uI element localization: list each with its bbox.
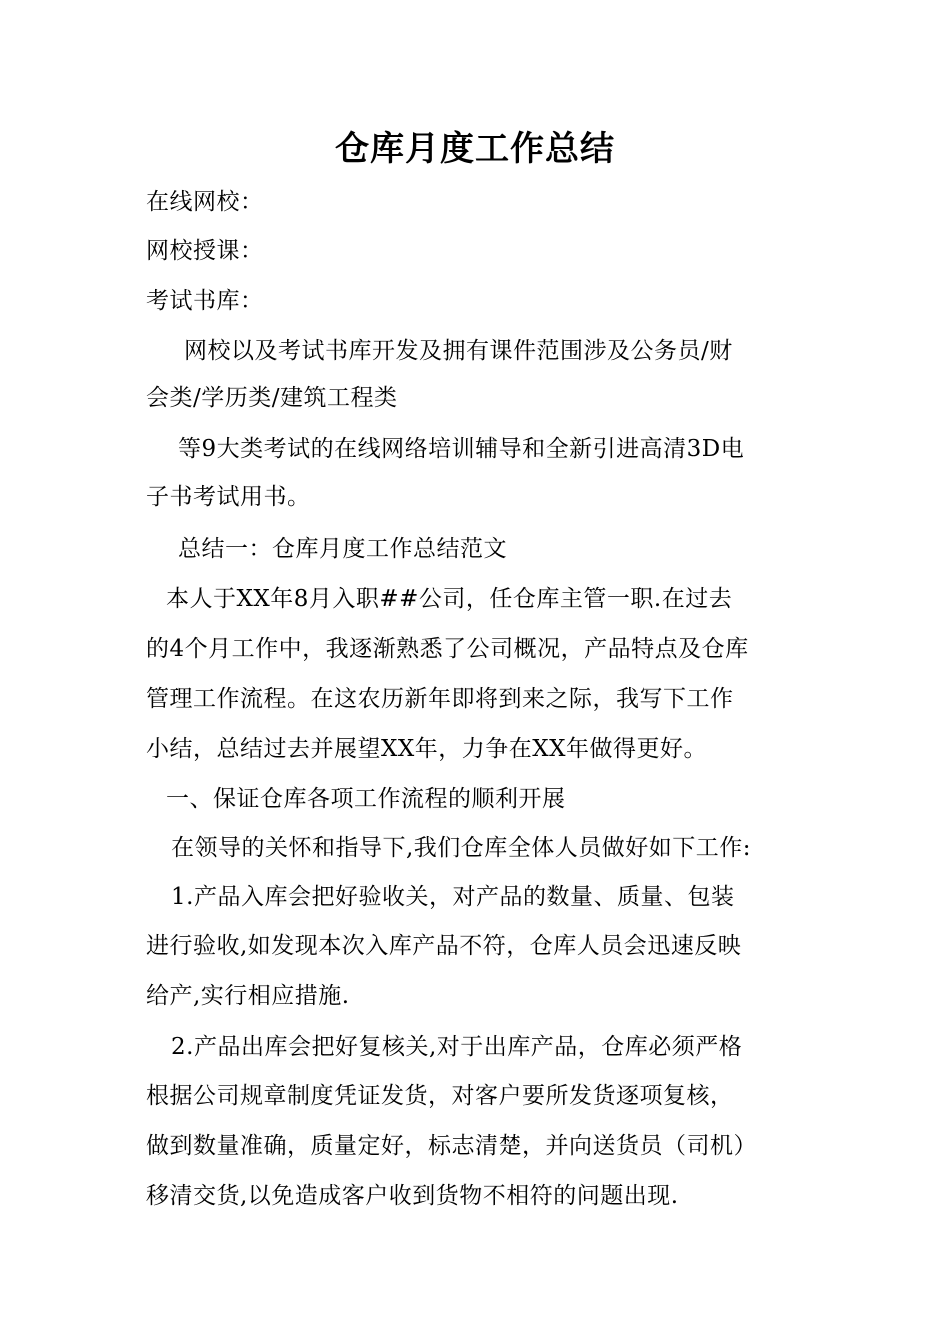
list-item-outbound: 2.产品出库会把好复核关,对于出库产品，仓库必须严格 xyxy=(171,1034,743,1060)
paragraph-line: 本人于XX年8月入职##公司，任仓库主管一职.在过去 xyxy=(166,586,733,612)
paragraph-line: 根据公司规章制度凭证发货，对客户要所发货逐项复核， xyxy=(146,1083,734,1109)
paragraph-line: 做到数量准确，质量定好，标志清楚，并向送货员（司机） xyxy=(146,1133,757,1159)
paragraph-line: 进行验收,如发现本次入库产品不符，仓库人员会迅速反映 xyxy=(146,933,742,959)
paragraph-line: 等9大类考试的在线网络培训辅导和全新引进高清3D电 xyxy=(178,436,745,462)
paragraph-line: 小结，总结过去并展望XX年，力争在XX年做得更好。 xyxy=(146,736,707,762)
paragraph-line: 给产,实行相应措施. xyxy=(146,983,350,1009)
section-heading-summary-one: 总结一：仓库月度工作总结范文 xyxy=(178,536,507,562)
field-label-online-school: 在线网校： xyxy=(146,189,264,215)
list-item-inbound: 1.产品入库会把好验收关，对产品的数量、质量、包装 xyxy=(171,884,735,910)
field-label-exam-library: 考试书库： xyxy=(146,288,264,314)
paragraph-line: 子书考试用书。 xyxy=(146,484,311,510)
paragraph-line: 管理工作流程。在这农历新年即将到来之际，我写下工作 xyxy=(146,686,734,712)
field-label-school-teaching: 网校授课： xyxy=(146,238,264,264)
paragraph-line: 在领导的关怀和指导下,我们仓库全体人员做好如下工作: xyxy=(171,835,752,861)
paragraph-line: 会类/学历类/建筑工程类 xyxy=(146,385,398,411)
paragraph-line: 的4个月工作中，我逐渐熟悉了公司概况，产品特点及仓库 xyxy=(146,636,749,662)
paragraph-line: 网校以及考试书库开发及拥有课件范围涉及公务员/财 xyxy=(184,338,733,364)
paragraph-line: 移清交货,以免造成客户收到货物不相符的问题出现. xyxy=(146,1183,679,1209)
section-heading-workflow: 一、保证仓库各项工作流程的顺利开展 xyxy=(166,786,566,812)
document-title: 仓库月度工作总结 xyxy=(335,129,615,169)
